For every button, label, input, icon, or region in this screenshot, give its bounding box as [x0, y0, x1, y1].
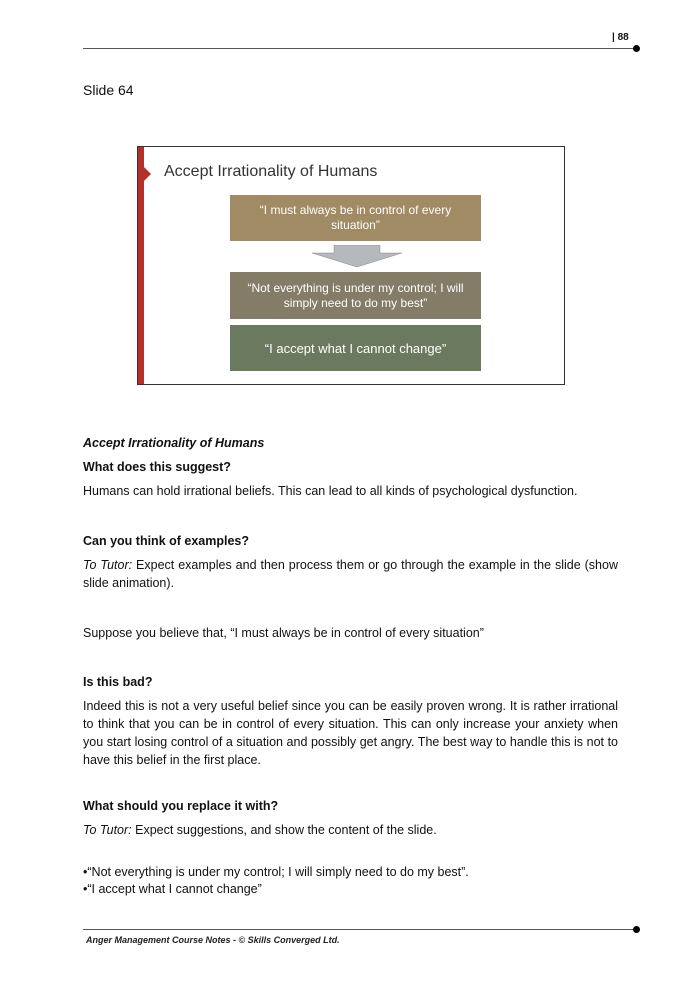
- page-number: | 88: [612, 32, 629, 43]
- down-arrow-icon: [312, 245, 402, 269]
- slide-image: [137, 146, 565, 385]
- footer-text: Anger Management Course Notes - © Skills Converged Ltd.: [86, 935, 340, 945]
- slide-label: Slide 64: [83, 82, 134, 98]
- question-suggest: What does this suggest?: [83, 460, 231, 474]
- slide-title: Accept Irrationality of Humans: [164, 163, 378, 180]
- header-rule-dot: [633, 45, 640, 52]
- question-examples: Can you think of examples?: [83, 534, 250, 548]
- footer-rule-dot: [633, 926, 640, 933]
- section-title: Accept Irrationality of Humans: [83, 436, 265, 450]
- footer-rule: [83, 929, 636, 930]
- answer-replace-text: Expect suggestions, and show the content of the slide.: [131, 823, 437, 837]
- slide-accent-triangle-icon: [144, 167, 151, 181]
- header-rule: [83, 48, 636, 49]
- suppose-text: Suppose you believe that, “I must always be in control of every situation”: [83, 626, 484, 640]
- answer-examples-text: Expect examples and then process them or go through the example in the slide (show slide animation).: [83, 558, 618, 590]
- answer-suggest: Humans can hold irrational beliefs. This can lead to all kinds of psychological dysfunction.: [83, 484, 578, 498]
- question-replace: What should you replace it with?: [83, 799, 279, 813]
- belief-box-original: “I must always be in control of every situation”: [230, 195, 481, 241]
- tutor-label: To Tutor:: [83, 823, 132, 837]
- question-bad: Is this bad?: [83, 675, 153, 689]
- answer-examples: [83, 556, 618, 592]
- answer-bad: Indeed this is not a very useful belief since you can be easily proven wrong. It is rather irrational to think that you can be in control of every situation. This can only increase your anxiety when you start losing control of a situation and possibly get angry. The best way to handle this is not to have this belief in the first place.: [83, 699, 618, 767]
- answer-replace: [83, 821, 618, 839]
- belief-box-replacement-2: “I accept what I cannot change”: [230, 325, 481, 371]
- tutor-label: To Tutor:: [83, 558, 133, 572]
- slide-accent-bar: [138, 147, 144, 384]
- bullet-item: •“I accept what I cannot change”: [83, 882, 262, 896]
- bullet-item: •“Not everything is under my control; I will simply need to do my best”.: [83, 865, 469, 879]
- belief-box-replacement-1: “Not everything is under my control; I will simply need to do my best”: [230, 272, 481, 319]
